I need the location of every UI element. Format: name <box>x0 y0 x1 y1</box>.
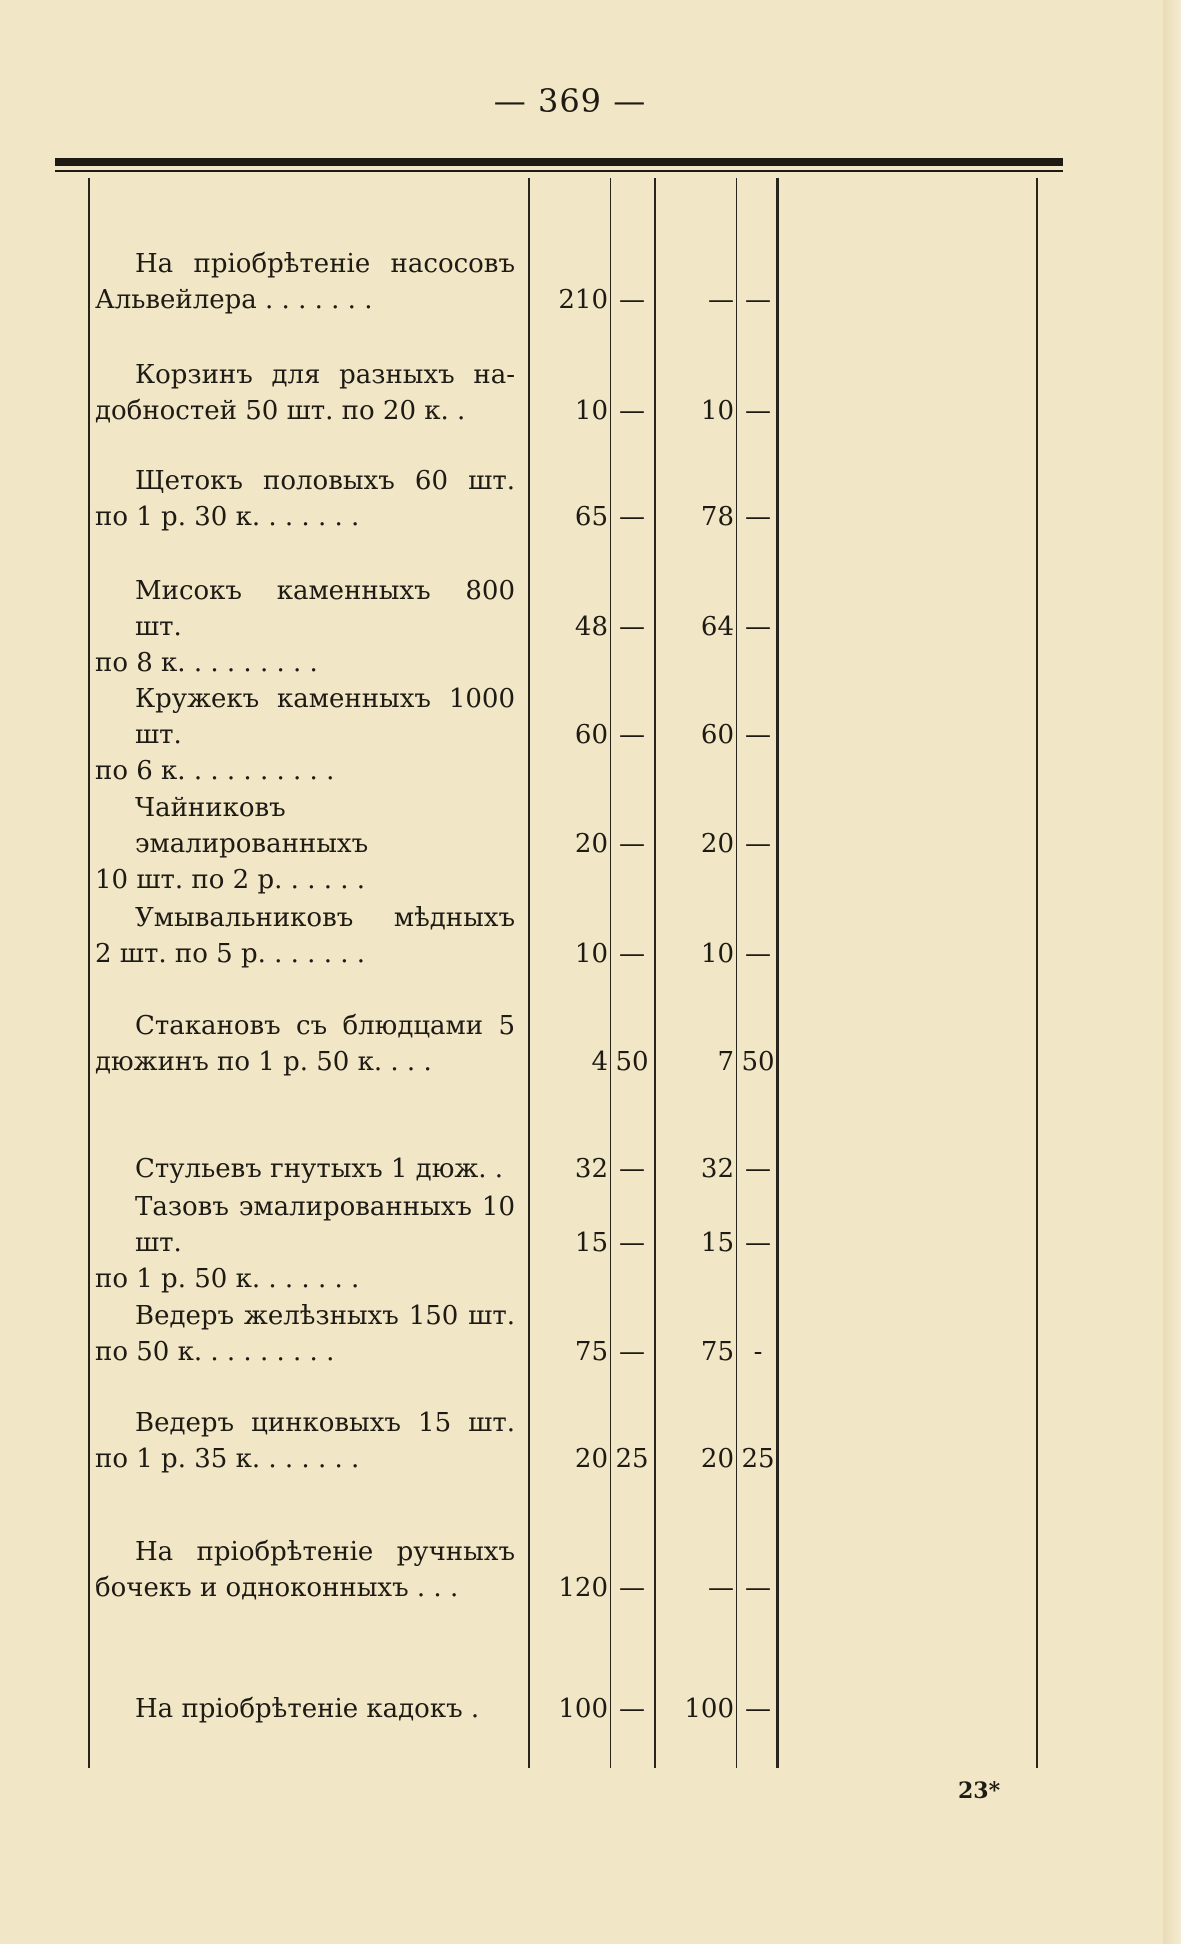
item-description-line2: по 1 р. 30 к. . . . . . . <box>95 502 360 532</box>
item-description-line2: бочекъ и одноконныхъ . . . <box>95 1573 459 1603</box>
amount-kopecks-1: 25 <box>615 1444 649 1474</box>
amount-kopecks-2: — <box>745 1573 771 1603</box>
table-row <box>0 1115 1181 1195</box>
amount-kopecks-2: — <box>745 1228 771 1258</box>
amount-kopecks-1: — <box>619 1228 645 1258</box>
table-row <box>0 1534 1181 1614</box>
amount-kopecks-1: — <box>619 939 645 969</box>
item-description-line1: Тазовъ эмалированныхъ 10 шт. <box>135 1192 515 1258</box>
amount-kopecks-2: — <box>745 1694 771 1724</box>
amount-kopecks-1: — <box>619 502 645 532</box>
amount-rubles-1: 32 <box>574 1154 608 1184</box>
amount-kopecks-1: 50 <box>615 1047 649 1077</box>
amount-kopecks-2: — <box>745 502 771 532</box>
amount-rubles-2: 7 <box>717 1047 734 1077</box>
table-row <box>0 573 1181 678</box>
amount-rubles-1: 15 <box>574 1228 608 1258</box>
amount-rubles-2: — <box>708 285 734 315</box>
table-row <box>0 463 1181 543</box>
amount-kopecks-1: — <box>619 396 645 426</box>
amount-rubles-1: 60 <box>574 720 608 750</box>
item-description-line1: Стакановъ съ блюдцами 5 <box>135 1011 515 1041</box>
table-row <box>0 1298 1181 1378</box>
amount-kopecks-2: — <box>745 285 771 315</box>
amount-kopecks-1: — <box>619 285 645 315</box>
amount-rubles-1: 20 <box>574 1444 608 1474</box>
amount-rubles-2: — <box>708 1573 734 1603</box>
item-description-line2: добностей 50 шт. по 20 к. . <box>95 396 466 426</box>
table-row <box>0 1655 1181 1735</box>
item-description-line1: Стульевъ гнутыхъ 1 дюж. . <box>135 1154 504 1184</box>
amount-kopecks-2: — <box>745 396 771 426</box>
amount-rubles-1: 120 <box>558 1573 608 1603</box>
table-row <box>0 900 1181 980</box>
header-rule-thin <box>55 170 1063 172</box>
amount-kopecks-1: — <box>619 1337 645 1367</box>
amount-kopecks-1: — <box>619 1694 645 1724</box>
item-description-line2: по 8 к. . . . . . . . . <box>95 648 318 678</box>
item-description <box>95 1189 515 1297</box>
item-description <box>95 1298 515 1370</box>
amount-rubles-2: 20 <box>700 1444 734 1474</box>
amount-rubles-1: 10 <box>574 939 608 969</box>
amount-rubles-2: 32 <box>700 1154 734 1184</box>
item-description <box>95 1008 515 1080</box>
item-description-line2: по 1 р. 50 к. . . . . . . <box>95 1264 360 1294</box>
amount-rubles-2: 64 <box>700 612 734 642</box>
amount-rubles-1: 210 <box>558 285 608 315</box>
amount-kopecks-1: — <box>619 1573 645 1603</box>
item-description <box>95 681 515 789</box>
item-description-line2: по 50 к. . . . . . . . . <box>95 1337 335 1367</box>
table-row <box>0 1189 1181 1294</box>
amount-rubles-2: 20 <box>700 829 734 859</box>
item-description <box>95 463 515 535</box>
table-row <box>0 1405 1181 1485</box>
amount-rubles-2: 78 <box>700 502 734 532</box>
amount-kopecks-1: — <box>619 720 645 750</box>
item-description-line1: Мисокъ каменныхъ 800 шт. <box>135 576 515 642</box>
amount-kopecks-2: - <box>753 1337 763 1367</box>
table-row <box>0 1008 1181 1088</box>
amount-rubles-2: 75 <box>700 1337 734 1367</box>
page-number: — 369 — <box>493 82 647 120</box>
item-description-line1: Кружекъ каменныхъ 1000 шт. <box>135 684 515 750</box>
amount-rubles-1: 20 <box>574 829 608 859</box>
item-description <box>95 1151 515 1187</box>
item-description <box>95 1691 515 1727</box>
amount-rubles-2: 10 <box>700 396 734 426</box>
amount-rubles-1: 100 <box>558 1694 608 1724</box>
signature-mark: 23* <box>958 1778 1001 1804</box>
item-description <box>95 1405 515 1477</box>
item-description-line1: На пріобрѣтеніе насосовъ <box>135 249 515 279</box>
table-row <box>0 790 1181 895</box>
item-description-line1: На пріобрѣтеніе кадокъ . <box>135 1694 480 1724</box>
amount-kopecks-2: — <box>745 612 771 642</box>
amount-rubles-1: 4 <box>591 1047 608 1077</box>
amount-kopecks-2: — <box>745 939 771 969</box>
amount-kopecks-1: — <box>619 1154 645 1184</box>
amount-kopecks-1: — <box>619 612 645 642</box>
item-description <box>95 246 515 318</box>
item-description-line1: Корзинъ для разныхъ на- <box>135 360 515 390</box>
amount-rubles-1: 10 <box>574 396 608 426</box>
amount-kopecks-1: — <box>619 829 645 859</box>
amount-rubles-1: 65 <box>574 502 608 532</box>
amount-rubles-2: 15 <box>700 1228 734 1258</box>
item-description <box>95 573 515 681</box>
amount-rubles-2: 10 <box>700 939 734 969</box>
amount-kopecks-2: — <box>745 1154 771 1184</box>
item-description-line2: 2 шт. по 5 р. . . . . . . <box>95 939 366 969</box>
item-description <box>95 900 515 972</box>
item-description-line2: по 6 к. . . . . . . . . . <box>95 756 335 786</box>
amount-rubles-2: 60 <box>700 720 734 750</box>
amount-rubles-2: 100 <box>684 1694 734 1724</box>
item-description-line1: Чайниковъ эмалированныхъ <box>135 793 369 859</box>
item-description-line1: Умывальниковъ мѣдныхъ <box>135 903 515 933</box>
amount-rubles-1: 48 <box>574 612 608 642</box>
item-description <box>95 790 515 898</box>
amount-kopecks-2: — <box>745 829 771 859</box>
item-description-line1: На пріобрѣтеніе ручныхъ <box>135 1537 515 1567</box>
amount-kopecks-2: 25 <box>741 1444 775 1474</box>
item-description-line1: Ведеръ цинковыхъ 15 шт. <box>135 1408 515 1438</box>
item-description <box>95 357 515 429</box>
item-description-line1: Щетокъ половыхъ 60 шт. <box>135 466 515 496</box>
table-row <box>0 681 1181 786</box>
item-description-line1: Ведеръ желѣзныхъ 150 шт. <box>135 1301 515 1331</box>
header-rule <box>55 158 1063 166</box>
item-description-line2: Альвейлера . . . . . . . <box>95 285 373 315</box>
table-row <box>0 246 1181 326</box>
table-row <box>0 357 1181 437</box>
amount-kopecks-2: — <box>745 720 771 750</box>
amount-rubles-1: 75 <box>574 1337 608 1367</box>
item-description-line2: дюжинъ по 1 р. 50 к. . . . <box>95 1047 432 1077</box>
item-description-line2: по 1 р. 35 к. . . . . . . <box>95 1444 360 1474</box>
item-description <box>95 1534 515 1606</box>
item-description-line2: 10 шт. по 2 р. . . . . . <box>95 865 366 895</box>
amount-kopecks-2: 50 <box>741 1047 775 1077</box>
